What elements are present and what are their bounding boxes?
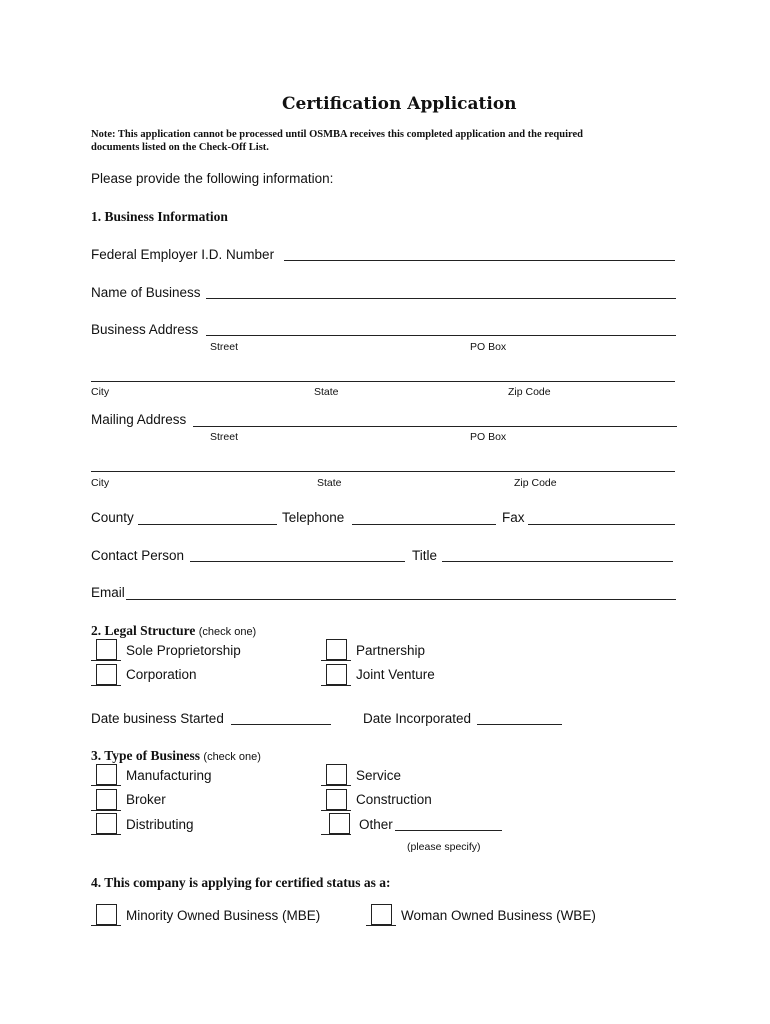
business-state-caption: State	[314, 386, 339, 398]
type-of-business-hint: (check one)	[203, 751, 261, 763]
joint-venture-label: Joint Venture	[356, 667, 435, 682]
certified-status-heading: 4. This company is applying for certified status as a:	[91, 875, 391, 890]
corporation-checkbox[interactable]	[96, 664, 117, 685]
mailing-state-caption: State	[317, 477, 342, 489]
mbe-checkbox[interactable]	[96, 904, 117, 925]
title-field[interactable]	[442, 561, 673, 562]
date-incorporated-field[interactable]	[477, 724, 562, 725]
distributing-checkbox[interactable]	[96, 813, 117, 834]
telephone-label: Telephone	[282, 510, 345, 525]
fein-label: Federal Employer I.D. Number	[91, 247, 275, 262]
business-city-state-zip-field[interactable]	[91, 381, 675, 382]
wbe-label: Woman Owned Business (WBE)	[401, 908, 596, 923]
legal-structure-hint: (check one)	[198, 626, 257, 638]
business-info-heading: 1. Business Information	[91, 209, 228, 224]
county-field[interactable]	[138, 524, 277, 525]
contact-person-label: Contact Person	[91, 548, 185, 563]
mailing-address-label: Mailing Address	[91, 412, 187, 427]
date-started-field[interactable]	[231, 724, 331, 725]
fein-field[interactable]	[284, 260, 675, 261]
business-city-caption: City	[91, 386, 110, 398]
fax-field[interactable]	[528, 524, 675, 525]
construction-checkbox[interactable]	[326, 789, 347, 810]
joint-venture-checkbox[interactable]	[326, 664, 347, 685]
construction-label: Construction	[356, 792, 432, 807]
sole-proprietorship-checkbox[interactable]	[96, 639, 117, 660]
mailing-address-field[interactable]	[193, 426, 677, 427]
contact-person-field[interactable]	[190, 561, 405, 562]
page-title: Certification Application	[282, 94, 517, 114]
business-zip-caption: Zip Code	[508, 386, 551, 398]
legal-structure-title: 2. Legal Structure	[91, 623, 196, 638]
legal-structure-heading	[91, 623, 256, 639]
type-of-business-heading	[91, 748, 261, 764]
sole-proprietorship-label: Sole Proprietorship	[126, 643, 241, 658]
telephone-field[interactable]	[352, 524, 496, 525]
other-checkbox[interactable]	[329, 813, 350, 834]
intro-text: Please provide the following information:	[91, 171, 334, 186]
note-line-1: Note: This application cannot be processed until OSMBA receives this completed application and the required	[91, 129, 583, 140]
business-pobox-caption: PO Box	[470, 341, 507, 353]
mailing-street-caption: Street	[210, 431, 239, 443]
broker-label: Broker	[126, 792, 166, 807]
title-label: Title	[412, 548, 438, 563]
other-label: Other	[359, 817, 393, 832]
business-name-label: Name of Business	[91, 285, 201, 300]
other-specify-caption: (please specify)	[407, 841, 481, 853]
date-started-label: Date business Started	[91, 711, 224, 726]
partnership-label: Partnership	[356, 643, 426, 658]
distributing-label: Distributing	[126, 817, 194, 832]
broker-checkbox[interactable]	[96, 789, 117, 810]
service-label: Service	[356, 768, 402, 783]
manufacturing-checkbox[interactable]	[96, 764, 117, 785]
email-field[interactable]	[126, 599, 676, 600]
business-name-field[interactable]	[206, 298, 676, 299]
mailing-city-caption: City	[91, 477, 110, 489]
fax-label: Fax	[502, 510, 525, 525]
type-of-business-title: 3. Type of Business	[91, 748, 201, 763]
service-checkbox[interactable]	[326, 764, 347, 785]
mailing-pobox-caption: PO Box	[470, 431, 507, 443]
mbe-label: Minority Owned Business (MBE)	[126, 908, 321, 923]
county-label: County	[91, 510, 134, 525]
business-street-caption: Street	[210, 341, 239, 353]
email-label: Email	[91, 585, 125, 600]
business-address-label: Business Address	[91, 322, 199, 337]
mailing-zip-caption: Zip Code	[514, 477, 557, 489]
mailing-city-state-zip-field[interactable]	[91, 471, 675, 472]
other-specify-field[interactable]	[395, 830, 502, 831]
note-line-2: documents listed on the Check-Off List.	[91, 142, 269, 153]
manufacturing-label: Manufacturing	[126, 768, 212, 783]
business-address-field[interactable]	[206, 335, 676, 336]
date-incorporated-label: Date Incorporated	[363, 711, 472, 726]
partnership-checkbox[interactable]	[326, 639, 347, 660]
corporation-label: Corporation	[126, 667, 197, 682]
wbe-checkbox[interactable]	[371, 904, 392, 925]
